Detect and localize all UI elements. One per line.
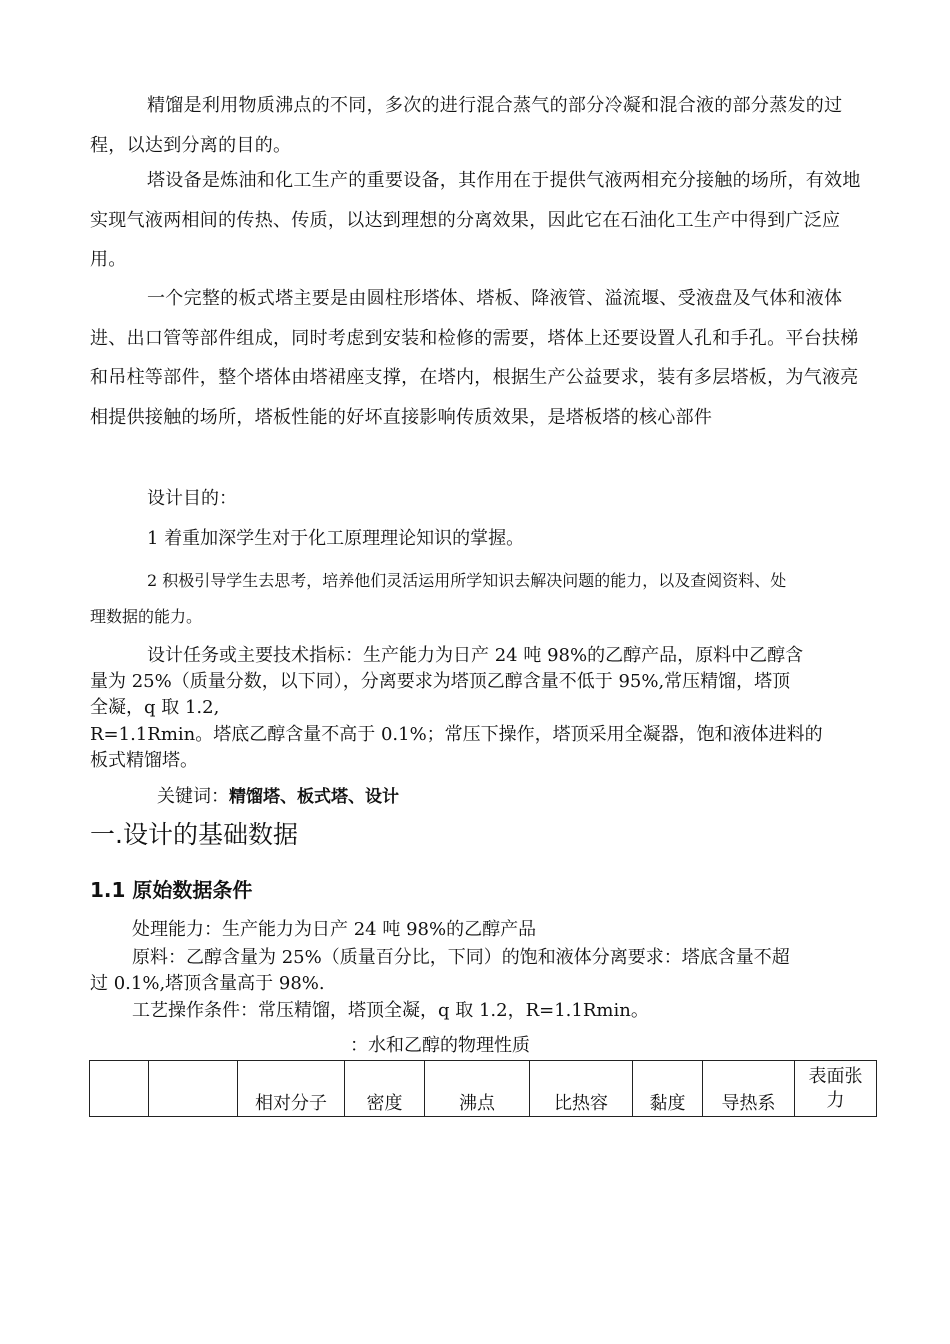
table-header-cell: 导热系 [703, 1061, 795, 1117]
table-header-cell: 表面张力 [795, 1061, 877, 1117]
section-1-1-title: 1.1 原始数据条件 [90, 878, 253, 902]
table-header-cell [90, 1061, 149, 1117]
table-header-cell: 密度 [345, 1061, 425, 1117]
purpose-heading: 设计目的： [147, 488, 237, 509]
task-line-5: 板式精馏塔。 [90, 750, 198, 771]
data-line-feed: 原料：乙醇含量为 25%（质量百分比，下同）的饱和液体分离要求：塔底含量不超 [132, 947, 790, 968]
table-header-cell: 比热容 [530, 1061, 633, 1117]
table-header-cell: 相对分子 [238, 1061, 345, 1117]
table-header-cell [149, 1061, 238, 1117]
purpose-item-2-line-1: 2 积极引导学生去思考，培养他们灵活运用所学知识去解决问题的能力，以及查阅资料、处 [147, 571, 787, 590]
table-caption: ：水和乙醇的物理性质 [350, 1035, 530, 1056]
purpose-item-2-line-2: 理数据的能力。 [90, 607, 203, 626]
table-header-cell: 沸点 [425, 1061, 530, 1117]
table-header-cell: 黏度 [633, 1061, 703, 1117]
task-line-4: R=1.1Rmin。塔底乙醇含量不高于 0.1%；常压下操作，塔顶采用全凝器，饱和液体进料的 [90, 724, 823, 745]
intro-paragraph-2: 塔设备是炼油和化工生产的重要设备，其作用在于提供气液两相充分接触的场所，有效地实现气液两相间的传热、传质，以达到理想的分离效果，因此它在石油化工生产中得到广泛应用。 [90, 170, 861, 270]
properties-table [89, 1060, 877, 1117]
section-1-title: 一.设计的基础数据 [90, 820, 298, 849]
purpose-item-1: 1 着重加深学生对于化工原理理论知识的掌握。 [147, 528, 525, 549]
keywords-label: 关键词： [157, 786, 229, 807]
data-line-feed-cont: 过 0.1%,塔顶含量高于 98%. [90, 973, 325, 994]
table-header-row [90, 1061, 877, 1117]
task-line-3: 全凝，q 取 1.2, [90, 697, 220, 718]
data-line-capacity: 处理能力：生产能力为日产 24 吨 98%的乙醇产品 [132, 919, 537, 940]
intro-paragraph-1: 精馏是利用物质沸点的不同，多次的进行混合蒸气的部分冷凝和混合液的部分蒸发的过程，以达到分离的目的。 [90, 95, 843, 156]
task-line-2: 量为 25%（质量分数，以下同），分离要求为塔顶乙醇含量不低于 95%,常压精馏，塔顶 [90, 671, 791, 692]
keywords-value: 精馏塔、板式塔、设计 [229, 787, 399, 807]
task-line-1: 设计任务或主要技术指标：生产能力为日产 24 吨 98%的乙醇产品，原料中乙醇含 [147, 645, 804, 666]
keywords [157, 782, 399, 808]
intro-paragraph-3: 一个完整的板式塔主要是由圆柱形塔体、塔板、降液管、溢流堰、受液盘及气体和液体进、出口管等部件组成，同时考虑到安装和检修的需要，塔体上还要设置人孔和手孔。平台扶梯和吊柱等部件，整个塔体由塔裙座支撑，在塔内，根据生产公益要求，装有多层塔板，为气液亮相提供接触的场所，塔板性能的好坏直接影响传质效果，是塔板塔的核心部件 [90, 288, 859, 428]
data-line-conditions: 工艺操作条件：常压精馏，塔顶全凝，q 取 1.2，R=1.1Rmin。 [132, 1000, 649, 1021]
